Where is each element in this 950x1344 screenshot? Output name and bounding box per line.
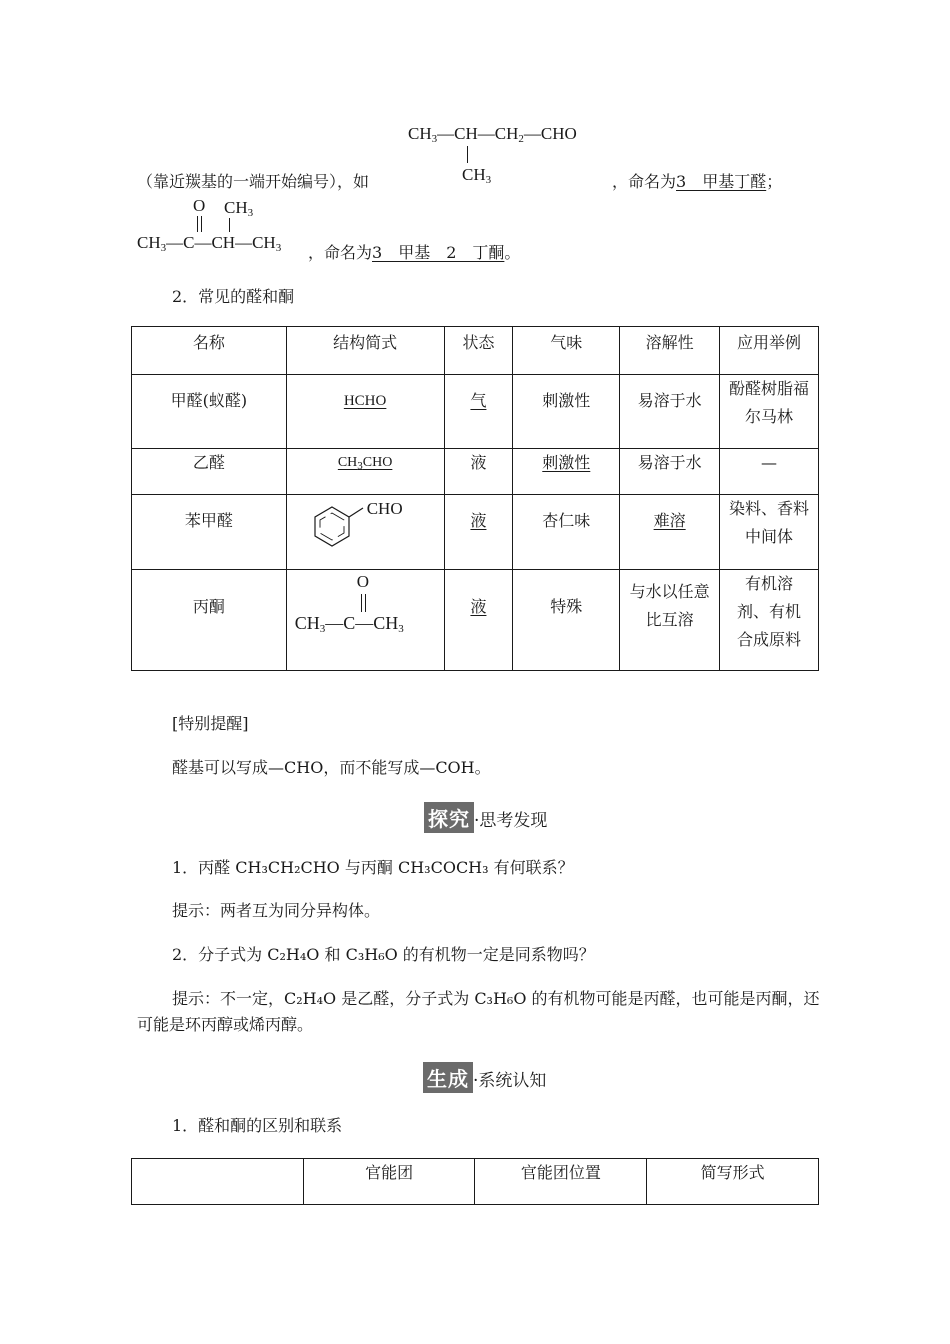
row-name: 丙酮	[192, 597, 225, 616]
row-use: 染料、香料中间体	[729, 499, 810, 546]
generate-section-header	[423, 1062, 546, 1093]
header-cell: 简写形式	[647, 1159, 819, 1205]
name-3-methylbutanal: 3 甲基丁醛	[676, 172, 767, 191]
row-smell: 刺激性	[542, 453, 591, 472]
row-state: 气	[470, 391, 487, 410]
methyl-branch: $CH_3$	[462, 165, 492, 186]
row-state: 液	[470, 511, 487, 530]
acetone-double-bond-b	[365, 594, 366, 612]
header-cell: 官能团	[303, 1159, 475, 1205]
row-formula: HCHO	[343, 393, 387, 409]
header-cell: 溶解性	[620, 327, 720, 375]
explore-title: ·思考发现	[474, 811, 548, 831]
row-smell: 杏仁味	[542, 511, 591, 530]
header-cell: 状态	[444, 327, 513, 375]
row-state: 液	[470, 453, 487, 472]
row-name: 甲醛(蚁醛)	[170, 391, 248, 410]
header-cell: 官能团位置	[475, 1159, 647, 1205]
header-cell: 名称	[132, 327, 287, 375]
row-solubility: 与水以任意比互溶	[629, 582, 710, 629]
row-use: 酚醛树脂福尔马林	[729, 379, 810, 426]
methyl-top: $CH_3$	[224, 198, 254, 219]
header-cell: 结构简式	[286, 327, 444, 375]
row-formula: $CH_3CHO$	[337, 455, 393, 472]
double-bond-b	[201, 216, 202, 232]
special-reminder-text: 醛基可以写成—CHO，而不能写成—COH。	[172, 758, 491, 777]
row-name: 乙醛	[192, 453, 225, 472]
generate-title: ·系统认知	[473, 1071, 547, 1091]
section-title-common-aldehydes: 2．常见的醛和酮	[172, 287, 295, 306]
structure-3-methylbutanal: $CH_3—CH—CH_2—CHO$	[408, 124, 577, 145]
acetone-structure	[286, 570, 444, 671]
row-solubility: 难溶	[653, 511, 686, 530]
row-smell: 刺激性	[542, 391, 591, 410]
naming-line-2-result: ，命名为3 甲基 2 丁酮。	[308, 243, 521, 262]
methyl-bond	[229, 218, 230, 232]
answer-2-line-1: 提示：不一定，C₂H₄O 是乙醛，分子式为 C₃H₆O 的有机物可能是丙醛，也可能是丙酮，还	[172, 989, 820, 1008]
header-cell	[132, 1159, 304, 1205]
row-use: 有机溶剂、有机合成原料	[737, 574, 802, 649]
table-row	[132, 375, 819, 449]
row-state: 液	[470, 597, 487, 616]
naming-line-1: （靠近羰基的一端开始编号），如	[137, 172, 370, 191]
section-title-distinction: 1．醛和酮的区别和联系	[172, 1116, 343, 1135]
aldehyde-ketone-table	[131, 326, 819, 671]
structure-3-methyl-2-butanone: $CH_3—C—CH—CH_3$	[137, 233, 282, 254]
generate-badge: 生成	[423, 1062, 473, 1093]
naming-line-1-result: ，命名为3 甲基丁醛；	[612, 172, 783, 191]
benzaldehyde-structure	[286, 495, 444, 570]
carbonyl-oxygen: O	[193, 196, 206, 215]
row-use: —	[761, 453, 778, 472]
distinction-table	[131, 1158, 819, 1205]
table-row	[132, 570, 819, 671]
question-2: 2．分子式为 C₂H₄O 和 C₃H₆O 的有机物一定是同系物吗？	[172, 945, 595, 964]
table-row	[132, 495, 819, 570]
table-header-row	[132, 327, 819, 375]
question-1: 1．丙醛 CH₃CH₂CHO 与丙酮 CH₃COCH₃ 有何联系？	[172, 858, 574, 877]
explore-badge: 探究	[424, 802, 474, 833]
double-bond-a	[197, 216, 198, 232]
header-cell: 气味	[513, 327, 620, 375]
answer-2-line-2: 可能是环丙醇或烯丙醇。	[137, 1015, 314, 1034]
row-smell: 特殊	[550, 597, 583, 616]
acetone-double-bond-a	[361, 594, 362, 612]
row-formula: $CH_3—C—CH_3$	[294, 613, 404, 635]
header-cell: 应用举例	[720, 327, 819, 375]
name-3-methyl-2-butanone: 3 甲基 2 丁酮	[372, 243, 505, 262]
row-solubility: 易溶于水	[637, 391, 702, 410]
special-reminder-title: [特别提醒]	[172, 714, 249, 733]
branch-bond	[467, 146, 468, 163]
row-name: 苯甲醛	[184, 511, 233, 530]
answer-1: 提示：两者互为同分异构体。	[172, 901, 381, 920]
acetone-oxygen: O	[356, 572, 369, 591]
benzene-ring-icon	[311, 499, 371, 549]
row-solubility: 易溶于水	[637, 453, 702, 472]
explore-section-header	[424, 802, 547, 833]
table-header-row	[132, 1159, 819, 1205]
table-row	[132, 449, 819, 495]
row-formula: CHO	[366, 499, 403, 518]
